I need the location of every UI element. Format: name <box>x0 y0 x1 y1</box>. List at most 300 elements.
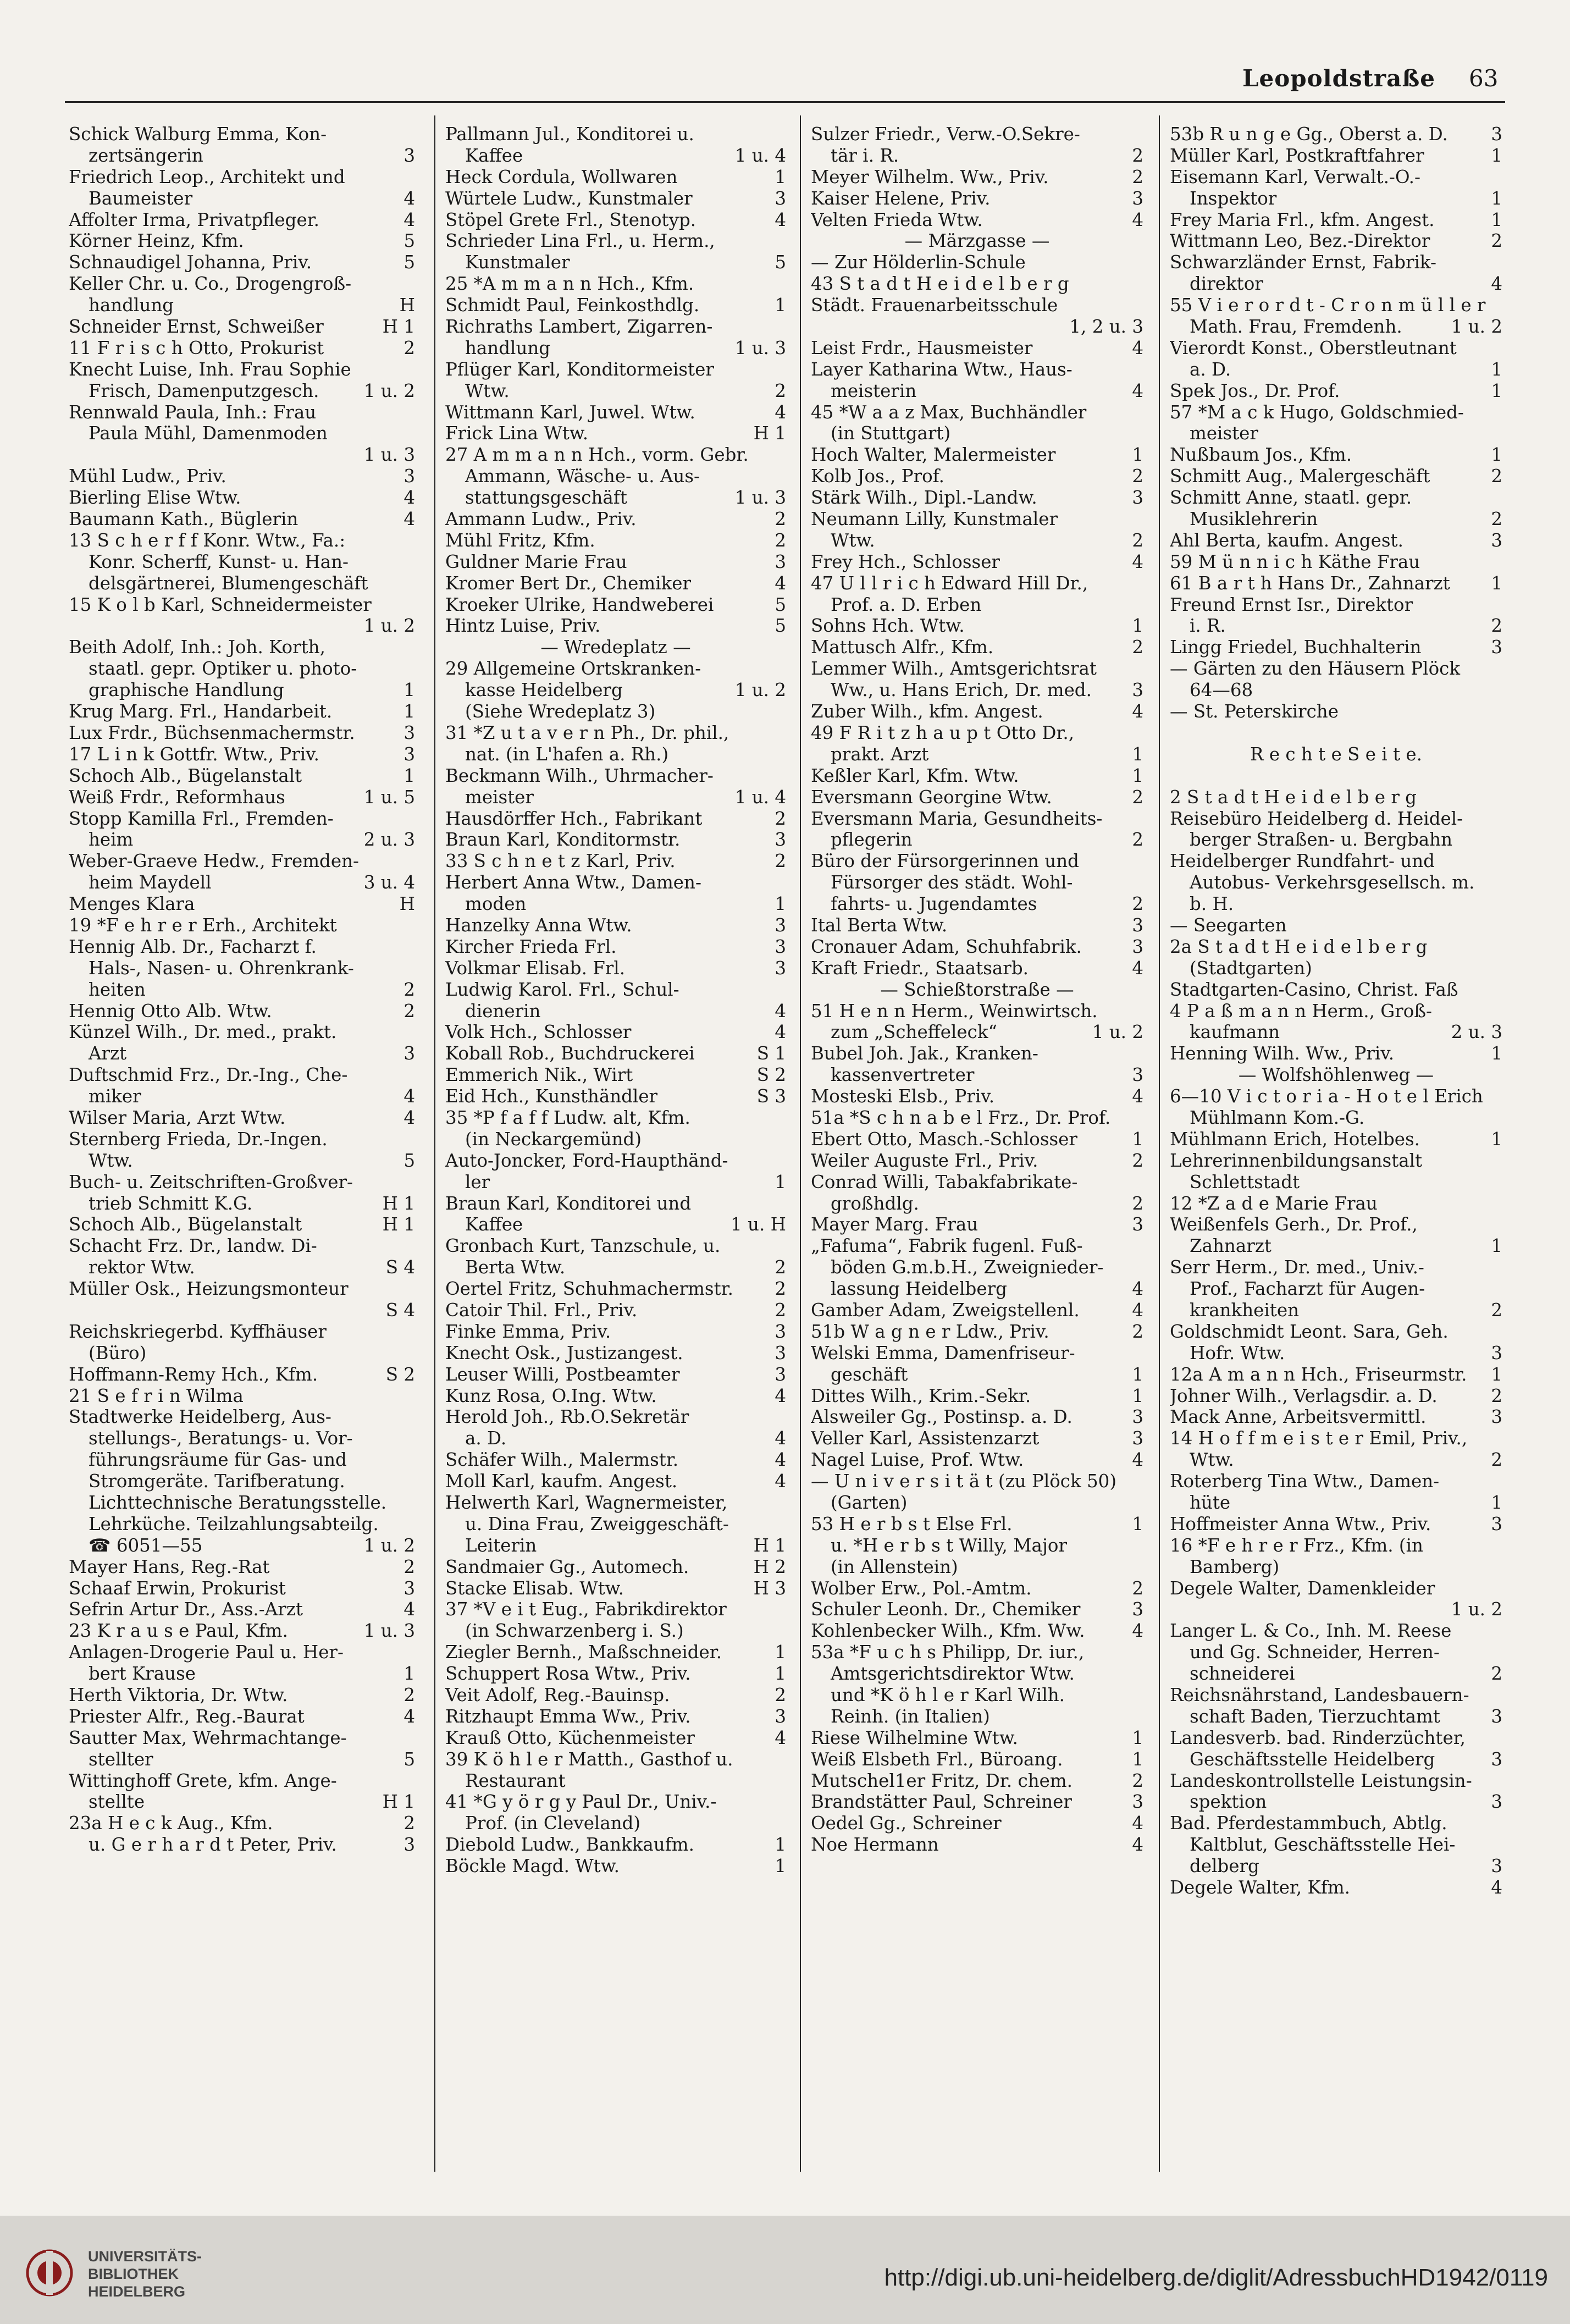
entry-text: Ziegler Bernh., Maßschneider. <box>445 1642 722 1663</box>
floor-number: 2 <box>1132 1193 1143 1214</box>
floor-number: H 3 <box>753 1577 786 1599</box>
floor-number <box>1499 487 1502 509</box>
directory-entry-line <box>69 1150 415 1172</box>
entry-text: Moll Karl, kaufm. Angest. <box>445 1471 678 1492</box>
floor-number <box>1140 722 1143 744</box>
entry-text: Zuber Wilh., kfm. Angest. <box>811 701 1043 722</box>
entry-text: Degele Walter, Kfm. <box>1170 1877 1351 1898</box>
section-heading <box>1170 1064 1502 1086</box>
directory-entry-line <box>811 209 1143 231</box>
directory-entry-line <box>445 380 786 402</box>
floor-number: 3 <box>1491 1856 1502 1877</box>
directory-entry-line <box>69 359 415 380</box>
directory-entry-line <box>69 829 415 851</box>
entry-text: 45 *W a a z Max, Buchhändler <box>811 401 1087 423</box>
entry-text: Eversmann Georgine Wtw. <box>811 786 1052 808</box>
directory-entry-line <box>69 958 415 979</box>
directory-entry-line <box>811 338 1143 359</box>
entry-text: Meyer Wilhelm. Ww., Priv. <box>811 166 1049 187</box>
directory-entry-line <box>445 1663 786 1685</box>
floor-number: 3 <box>1132 680 1143 701</box>
entry-text: Volk Hch., Schlosser <box>445 1022 632 1043</box>
floor-number <box>412 1343 415 1364</box>
entry-text: Ital Berta Wtw. <box>811 914 948 936</box>
floor-number: 4 <box>1132 957 1143 979</box>
directory-entry-line <box>69 979 415 1001</box>
entry-text: Reinh. (in Italien) <box>831 1705 990 1727</box>
floor-number <box>1499 1214 1502 1235</box>
directory-entry-line <box>1170 1043 1502 1064</box>
floor-number: 2 <box>775 509 786 530</box>
entry-text: 51b W a g n e r Ldw., Priv. <box>811 1321 1049 1342</box>
entry-text: krankheiten <box>1190 1299 1300 1321</box>
floor-number: 1 u. 2 <box>363 615 415 637</box>
entry-text: 25 *A m m a n n Hch., Kfm. <box>445 273 694 295</box>
directory-entry-line <box>811 188 1143 209</box>
library-logo-icon <box>22 2248 77 2298</box>
entry-text: (in Stuttgart) <box>831 423 951 444</box>
entry-text: 23a H e c k Aug., Kfm. <box>69 1813 273 1834</box>
floor-number: 2 <box>775 1299 786 1321</box>
entry-text: Schacht Frz. Dr., landw. Di- <box>69 1235 317 1257</box>
floor-number <box>1140 1107 1143 1129</box>
floor-number: 3 <box>1491 637 1502 658</box>
page-header-street: Leopoldstraße <box>1242 65 1435 92</box>
directory-entry-line <box>445 230 786 252</box>
directory-entry-line <box>445 915 786 936</box>
entry-text: Koball Rob., Buchdruckerei <box>445 1043 695 1064</box>
floor-number: 1 u. 5 <box>363 786 415 808</box>
floor-number <box>1499 1086 1502 1107</box>
directory-entry-line <box>811 893 1143 915</box>
entry-text: 37 *V e i t Eug., Fabrikdirektor <box>445 1599 727 1620</box>
floor-number <box>783 1791 786 1813</box>
floor-number <box>412 851 415 872</box>
directory-entry-line <box>69 124 415 145</box>
directory-entry-line <box>1170 765 1502 787</box>
directory-entry-line <box>1170 1514 1502 1535</box>
floor-number: 1 <box>1491 187 1502 209</box>
entry-text: meister <box>1190 423 1258 444</box>
viewer-footer <box>0 2216 1570 2324</box>
entry-text: 15 K o l b Karl, Schneidermeister <box>69 594 372 615</box>
entry-text: Bierling Elise Wtw. <box>69 487 241 509</box>
directory-entry-line <box>69 1514 415 1535</box>
floor-number: 2 <box>1132 893 1143 915</box>
entry-text: 12 *Z a d e Marie Frau <box>1170 1193 1378 1214</box>
directory-entry-line <box>811 936 1143 958</box>
directory-entry-line <box>445 316 786 338</box>
entry-text <box>1170 722 1499 744</box>
entry-text <box>69 1300 383 1321</box>
directory-entry-line <box>811 124 1143 145</box>
entry-text: Schnaudigel Johanna, Priv. <box>69 252 312 273</box>
floor-number: 4 <box>1132 1834 1143 1856</box>
floor-number: 2 <box>775 1685 786 1706</box>
entry-text: Rennwald Paula, Inh.: Frau <box>69 401 317 423</box>
entry-text: Auto-Joncker, Ford-Haupthänd- <box>445 1150 728 1171</box>
floor-number: 1 u. 3 <box>363 444 415 466</box>
floor-number <box>1499 979 1502 1001</box>
floor-number <box>412 1235 415 1257</box>
floor-number <box>1140 594 1143 616</box>
floor-number <box>783 1406 786 1428</box>
directory-entry-line <box>69 444 415 466</box>
source-url-link[interactable]: http://digi.ub.uni-heidelberg.de/diglit/AdressbuchHD1942/0119 <box>884 2264 1548 2291</box>
entry-text: Johner Wilh., Verlagsdir. a. D. <box>1170 1385 1438 1406</box>
entry-text: Frisch, Damenputzgesch. <box>89 380 319 401</box>
entry-text: Buch- u. Zeitschriften-Großver- <box>69 1171 353 1193</box>
directory-entry-line <box>445 722 786 744</box>
floor-number <box>412 1385 415 1407</box>
floor-number: 1 u. 2 <box>363 380 415 401</box>
floor-number: 1 u. 2 <box>1092 1022 1143 1043</box>
entry-text: Mayer Hans, Reg.-Rat <box>69 1556 270 1577</box>
directory-entry-line <box>69 1471 415 1492</box>
floor-number: 4 <box>1132 551 1143 572</box>
directory-entry-line <box>811 829 1143 851</box>
directory-entry-line <box>69 701 415 722</box>
directory-entry-line <box>69 1749 415 1770</box>
entry-text: (in Allenstein) <box>831 1556 958 1577</box>
entry-text: stellter <box>89 1748 153 1770</box>
floor-number: 5 <box>403 1150 415 1171</box>
floor-number: 3 <box>1491 1705 1502 1727</box>
floor-number: 1 <box>1491 572 1502 594</box>
directory-entry-line <box>1170 209 1502 231</box>
directory-entry-line <box>1170 1406 1502 1428</box>
floor-number <box>783 722 786 744</box>
floor-number: 1 <box>775 295 786 316</box>
directory-entry-line <box>445 1172 786 1193</box>
directory-entry-line <box>1170 573 1502 594</box>
floor-number: S 2 <box>385 1364 415 1385</box>
floor-number <box>1499 787 1502 808</box>
entry-text: Mühlmann Erich, Hotelbes. <box>1170 1128 1420 1150</box>
entry-text: Zahnarzt <box>1190 1235 1272 1257</box>
floor-number <box>783 701 786 722</box>
entry-text: Pallmann Jul., Konditorei u. <box>445 124 694 145</box>
directory-entry-line <box>1170 1556 1502 1578</box>
entry-text: Mühl Ludw., Priv. <box>69 466 226 487</box>
floor-number: 1 <box>1132 1364 1143 1385</box>
directory-entry-line <box>811 658 1143 680</box>
floor-number <box>412 1514 415 1535</box>
floor-number <box>1140 1685 1143 1706</box>
directory-entry-line <box>811 1535 1143 1556</box>
directory-entry-line <box>445 1086 786 1107</box>
directory-entry-line <box>69 402 415 423</box>
floor-number <box>1499 1150 1502 1172</box>
entry-text: Kroeker Ulrike, Handweberei <box>445 594 714 615</box>
floor-number <box>1140 573 1143 594</box>
entry-text: 29 Allgemeine Ortskranken- <box>445 658 701 680</box>
entry-text: Lemmer Wilh., Amtsgerichtsrat <box>811 658 1097 680</box>
entry-text: Sefrin Artur Dr., Ass.-Arzt <box>69 1599 303 1620</box>
entry-text: Noe Hermann <box>811 1834 939 1856</box>
directory-entry-line <box>69 1620 415 1642</box>
entry-text: Sulzer Friedr., Verw.-O.Sekre- <box>811 124 1080 145</box>
floor-number <box>412 1321 415 1343</box>
floor-number <box>412 551 415 573</box>
entry-text: miker <box>89 1086 141 1107</box>
entry-text: Nußbaum Jos., Kfm. <box>1170 444 1352 466</box>
floor-number <box>412 958 415 979</box>
floor-number <box>1499 1620 1502 1642</box>
entry-text: Langer L. & Co., Inh. M. Reese <box>1170 1620 1452 1642</box>
directory-entry-line <box>445 1813 786 1834</box>
floor-number <box>783 1107 786 1129</box>
directory-entry-line <box>445 1193 786 1215</box>
column-3 <box>811 124 1143 2191</box>
directory-entry-line <box>1170 1001 1502 1022</box>
directory-entry-line <box>1170 1642 1502 1663</box>
directory-entry-line <box>445 1535 786 1556</box>
directory-entry-line <box>69 1770 415 1792</box>
entry-text: 23 K r a u s e Paul, Kfm. <box>69 1620 288 1642</box>
entry-text: 53 H e r b s t Else Frl. <box>811 1513 1013 1534</box>
page-number: 63 <box>1469 65 1499 92</box>
entry-text: Hintz Luise, Priv. <box>445 615 601 637</box>
floor-number: 4 <box>775 1385 786 1406</box>
floor-number: 3 <box>403 1043 415 1064</box>
entry-text: Ww., u. Hans Erich, Dr. med. <box>831 680 1092 701</box>
directory-entry-line <box>811 1385 1143 1407</box>
entry-text: (Stadtgarten) <box>1190 957 1312 979</box>
entry-text: Kaltblut, Geschäftsstelle Hei- <box>1190 1834 1456 1856</box>
directory-entry-line <box>811 359 1143 380</box>
directory-entry-line <box>445 1727 786 1749</box>
entry-text: 6—10 V i c t o r i a - H o t e l Erich <box>1170 1086 1483 1107</box>
column-divider <box>1159 115 1160 2172</box>
directory-entry-line <box>445 872 786 893</box>
column-1 <box>69 124 415 2191</box>
directory-entry-line <box>1170 979 1502 1001</box>
entry-text: Mattusch Alfr., Kfm. <box>811 637 994 658</box>
floor-number <box>412 167 415 188</box>
floor-number <box>1499 722 1502 744</box>
directory-entry-line <box>811 1834 1143 1856</box>
floor-number: 1 <box>1132 1385 1143 1406</box>
floor-number: 2 <box>1491 230 1502 252</box>
directory-entry-line <box>811 487 1143 509</box>
entry-text: Kircher Frieda Frl. <box>445 936 617 957</box>
floor-number: 1 <box>1132 444 1143 466</box>
floor-number <box>412 637 415 658</box>
entry-text: Kohlenbecker Wilh., Kfm. Ww. <box>811 1620 1085 1642</box>
entry-text: Emmerich Nik., Wirt <box>445 1064 633 1086</box>
directory-entry-line <box>445 1257 786 1278</box>
entry-text: 31 *Z u t a v e r n Ph., Dr. phil., <box>445 722 729 743</box>
entry-text: Richraths Lambert, Zigarren- <box>445 316 713 338</box>
floor-number: 1 <box>1491 358 1502 380</box>
entry-text: Wtw. <box>465 380 510 401</box>
floor-number <box>1140 1043 1143 1064</box>
floor-number <box>783 444 786 466</box>
entry-text: Schwarzländer Ernst, Fabrik- <box>1170 252 1437 273</box>
directory-entry-line <box>1170 316 1502 338</box>
entry-text: Weiler Auguste Frl., Priv. <box>811 1150 1038 1171</box>
directory-entry-line <box>69 744 415 765</box>
entry-text: 33 S c h n e t z Karl, Priv. <box>445 851 676 872</box>
directory-entry-line <box>1170 1599 1502 1620</box>
directory-entry-line <box>811 1107 1143 1129</box>
entry-text: Goldschmidt Leont. Sara, Geh. <box>1170 1321 1449 1342</box>
column-4 <box>1170 124 1502 2191</box>
floor-number <box>783 273 786 295</box>
floor-number: 3 <box>1491 124 1502 145</box>
directory-entry-line <box>811 1300 1143 1321</box>
floor-number <box>412 808 415 830</box>
directory-entry-line <box>1170 444 1502 466</box>
directory-entry-line <box>445 1578 786 1599</box>
entry-text: handlung <box>89 295 174 316</box>
directory-entry-line <box>445 124 786 145</box>
directory-entry-line <box>445 1364 786 1385</box>
floor-number: 1 <box>775 1834 786 1856</box>
entry-text: Schmitt Anne, staatl. gepr. <box>1170 487 1412 509</box>
directory-entry-line <box>445 530 786 551</box>
floor-number: 1 <box>775 893 786 915</box>
directory-entry-line <box>1170 808 1502 830</box>
floor-number: 4 <box>403 1705 415 1727</box>
floor-number <box>1499 295 1502 316</box>
floor-number <box>1499 1834 1502 1856</box>
floor-number <box>783 1492 786 1514</box>
floor-number <box>1499 1001 1502 1022</box>
floor-number <box>1499 1556 1502 1578</box>
directory-entry-line <box>1170 124 1502 145</box>
floor-number: 1 u. 2 <box>1451 316 1502 338</box>
entry-text: graphische Handlung <box>89 680 284 701</box>
floor-number: 1 <box>1132 765 1143 786</box>
floor-number: 2 u. 3 <box>363 829 415 851</box>
floor-number: 3 <box>1491 1342 1502 1364</box>
floor-number: 1 <box>1132 1748 1143 1770</box>
directory-entry-line <box>811 1150 1143 1172</box>
directory-entry-line <box>811 680 1143 701</box>
floor-number <box>1140 423 1143 444</box>
directory-entry-line <box>445 594 786 616</box>
floor-number: 2 <box>1132 1577 1143 1599</box>
floor-number <box>412 1449 415 1471</box>
floor-number: 3 <box>403 1577 415 1599</box>
floor-number: 4 <box>403 487 415 509</box>
floor-number: 3 <box>1132 1599 1143 1620</box>
directory-entry-line <box>811 1235 1143 1257</box>
floor-number <box>783 1235 786 1257</box>
floor-number: 2 <box>775 380 786 401</box>
directory-entry-line <box>811 509 1143 530</box>
entry-text: Brandstätter Paul, Schreiner <box>811 1791 1072 1813</box>
entry-text: (in Schwarzenberg i. S.) <box>465 1620 684 1642</box>
directory-entry-line <box>445 487 786 509</box>
floor-number <box>412 402 415 423</box>
floor-number: 3 <box>1491 1748 1502 1770</box>
directory-entry-line <box>69 1813 415 1834</box>
entry-text: schneiderei <box>1190 1663 1295 1685</box>
entry-text: stellte <box>89 1791 145 1813</box>
entry-text: Frey Hch., Schlosser <box>811 551 1000 572</box>
entry-text: Leist Frdr., Hausmeister <box>811 337 1033 358</box>
directory-entry-line <box>811 765 1143 787</box>
entry-text: Schlettstadt <box>1190 1171 1300 1193</box>
entry-text: Serr Herm., Dr. med., Univ.- <box>1170 1257 1424 1278</box>
entry-text: Schmidt Paul, Feinkosthdlg. <box>445 295 700 316</box>
directory-entry-line <box>1170 936 1502 958</box>
directory-entry-line <box>811 573 1143 594</box>
directory-entry-line <box>1170 509 1502 530</box>
directory-entry-line <box>445 744 786 765</box>
entry-text: Beckmann Wilh., Uhrmacher- <box>445 765 714 786</box>
entry-text: 41 *G y ö r g y Paul Dr., Univ.- <box>445 1791 717 1813</box>
directory-entry-line <box>811 1064 1143 1086</box>
entry-text: Hoffmeister Anna Wtw., Priv. <box>1170 1513 1431 1534</box>
floor-number: 2 <box>403 1556 415 1577</box>
directory-entry-line <box>1170 1663 1502 1685</box>
directory-entry-line <box>69 1321 415 1343</box>
entry-text: heim Maydell <box>89 872 212 893</box>
directory-entry-line <box>811 701 1143 722</box>
floor-number <box>783 466 786 487</box>
directory-entry-line <box>445 1856 786 1877</box>
floor-number <box>783 1749 786 1770</box>
floor-number: 1 u. 4 <box>734 145 786 166</box>
directory-entry-line <box>445 808 786 830</box>
floor-number: 1 u. 3 <box>363 1620 415 1642</box>
floor-number <box>1499 1813 1502 1834</box>
entry-text: (Siehe Wredeplatz 3) <box>465 701 656 722</box>
directory-entry-line <box>69 637 415 658</box>
entry-text: 21 S e f r i n Wilma <box>69 1385 244 1406</box>
floor-number <box>783 1813 786 1834</box>
entry-text: 19 *F e h r e r Erh., Architekt <box>69 914 337 936</box>
directory-entry-line <box>1170 851 1502 872</box>
section-heading <box>1170 744 1502 765</box>
entry-text: Berta Wtw. <box>465 1257 566 1278</box>
directory-entry-line <box>445 1406 786 1428</box>
directory-entry-line <box>445 466 786 487</box>
directory-entry-line <box>69 1107 415 1129</box>
floor-number: 2 <box>1132 529 1143 551</box>
floor-number: 4 <box>775 1428 786 1449</box>
floor-number: 4 <box>403 209 415 230</box>
directory-entry-line <box>445 573 786 594</box>
floor-number: 1 <box>1132 1128 1143 1150</box>
entry-text: Autobus- Verkehrsgesellsch. m. <box>1190 872 1475 893</box>
entry-text: Friedrich Leop., Architekt und <box>69 166 345 187</box>
directory-entry-line <box>445 1428 786 1449</box>
entry-text: Weiß Frdr., Reformhaus <box>69 786 285 808</box>
directory-entry-line <box>1170 338 1502 359</box>
entry-text: Degele Walter, Damenkleider <box>1170 1577 1435 1599</box>
floor-number <box>1140 252 1143 273</box>
directory-entry-line <box>445 1001 786 1022</box>
directory-entry-line <box>811 1706 1143 1727</box>
floor-number: 2 <box>775 529 786 551</box>
entry-text: Mosteski Elsb., Priv. <box>811 1086 995 1107</box>
floor-number: 4 <box>403 509 415 530</box>
floor-number: 2 <box>1491 1449 1502 1471</box>
entry-text: und *K ö h l e r Karl Wilh. <box>831 1685 1065 1706</box>
floor-number <box>1140 1172 1143 1193</box>
directory-entry-line <box>1170 829 1502 851</box>
directory-entry-line <box>811 722 1143 744</box>
section-heading <box>445 637 786 658</box>
floor-number <box>412 1064 415 1086</box>
floor-number: H <box>399 893 415 915</box>
floor-number <box>1499 252 1502 273</box>
